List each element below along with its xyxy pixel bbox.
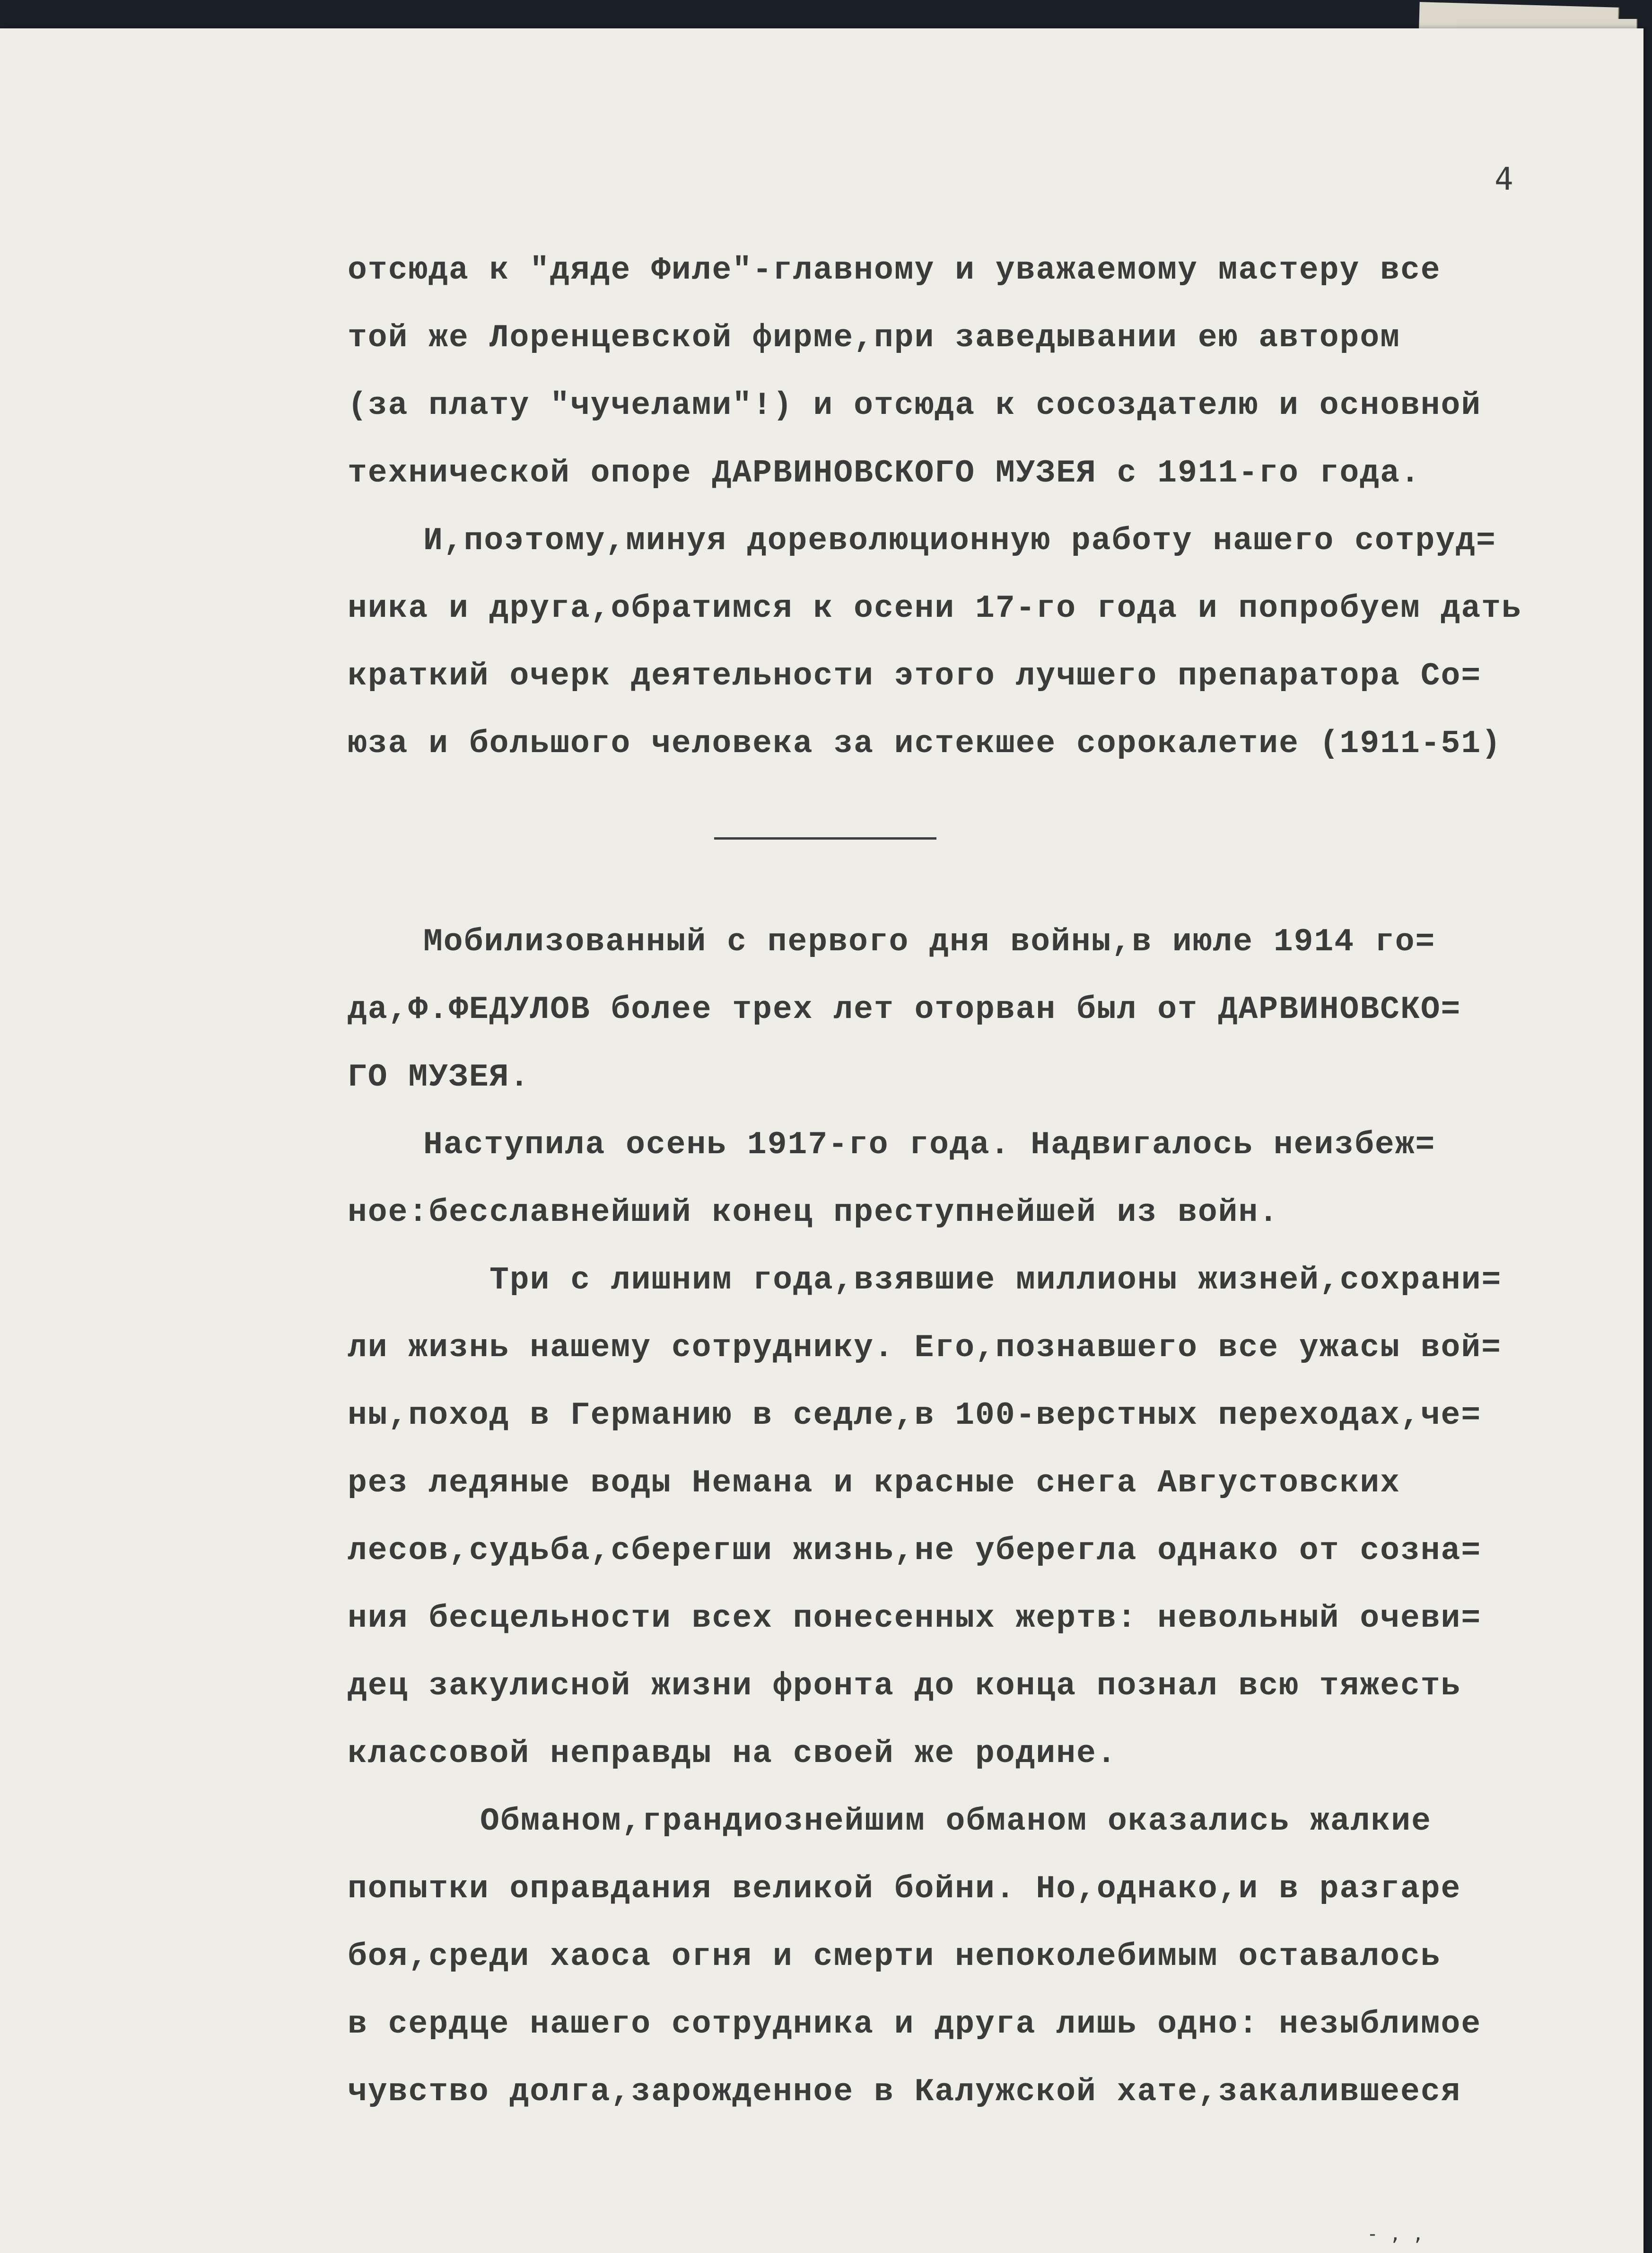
- text-line: краткий очерк деятельности этого лучшего препаратора Со=: [348, 658, 1482, 694]
- text-line: ния бесцельности всех понесенных жертв: невольный очеви=: [348, 1600, 1482, 1637]
- section-divider: [714, 837, 936, 840]
- text-line: И,поэтому,минуя дореволюционную работу нашего сотруд=: [423, 523, 1496, 559]
- text-line: лесов,судьба,сберегши жизнь,не уберегла однако от созна=: [348, 1533, 1482, 1569]
- text-line: ли жизнь нашему сотруднику. Его,познавшего все ужасы вой=: [348, 1330, 1502, 1366]
- text-line: Наступила осень 1917-го года. Надвигалось неизбеж=: [423, 1127, 1436, 1163]
- text-line: Мобилизованный с первого дня войны,в июле 1914 го=: [423, 924, 1436, 960]
- text-line: ны,поход в Германию в седле,в 100-верстных переходах,че=: [348, 1397, 1482, 1434]
- text-line: (за плату "чучелами"!) и отсюда к сосоздателю и основной: [348, 387, 1482, 424]
- text-line: рез ледяные воды Немана и красные снега Августовских: [348, 1465, 1400, 1501]
- text-line: чувство долга,зарожденное в Калужской хате,закалившееся: [348, 2074, 1461, 2110]
- footer-mark: - , ,: [1367, 2223, 1424, 2245]
- paragraph-block-1: [348, 237, 1530, 778]
- text-line: Три с лишним года,взявшие миллионы жизней,сохрани=: [489, 1262, 1502, 1298]
- text-line: классовой неправды на своей же родине.: [348, 1736, 1117, 1772]
- text-line: Обманом,грандиознейшим обманом оказались жалкие: [480, 1803, 1432, 1840]
- text-line: дец закулисной жизни фронта до конца познал всю тяжесть: [348, 1668, 1461, 1704]
- text-line: ника и друга,обратимся к осени 17-го года и попробуем дать: [348, 590, 1522, 627]
- text-line: в сердце нашего сотрудника и друга лишь одно: незыблимое: [348, 2006, 1482, 2043]
- text-line: отсюда к "дяде Филе"-главному и уважаемому мастеру все: [348, 252, 1441, 289]
- paragraph-block-2: [348, 908, 1530, 2126]
- page-number: 4: [1495, 161, 1513, 197]
- text-line: да,Ф.ФЕДУЛОВ более трех лет оторван был от ДАРВИНОВСКО=: [348, 991, 1461, 1028]
- text-line: ное:бесславнейший конец преступнейшей из войн.: [348, 1194, 1279, 1231]
- text-line: боя,среди хаоса огня и смерти непоколебимым оставалось: [348, 1938, 1441, 1975]
- text-line: той же Лоренцевской фирме,при заведывании ею автором: [348, 320, 1400, 356]
- text-line: юза и большого человека за истекшее сорокалетие (1911-51): [348, 726, 1502, 762]
- typewritten-page: [0, 28, 1643, 2253]
- text-line: ГО МУЗЕЯ.: [348, 1059, 530, 1096]
- text-line: технической опоре ДАРВИНОВСКОГО МУЗЕЯ с 1911-го года.: [348, 455, 1421, 491]
- text-line: попытки оправдания великой бойни. Но,однако,и в разгаре: [348, 1871, 1461, 1907]
